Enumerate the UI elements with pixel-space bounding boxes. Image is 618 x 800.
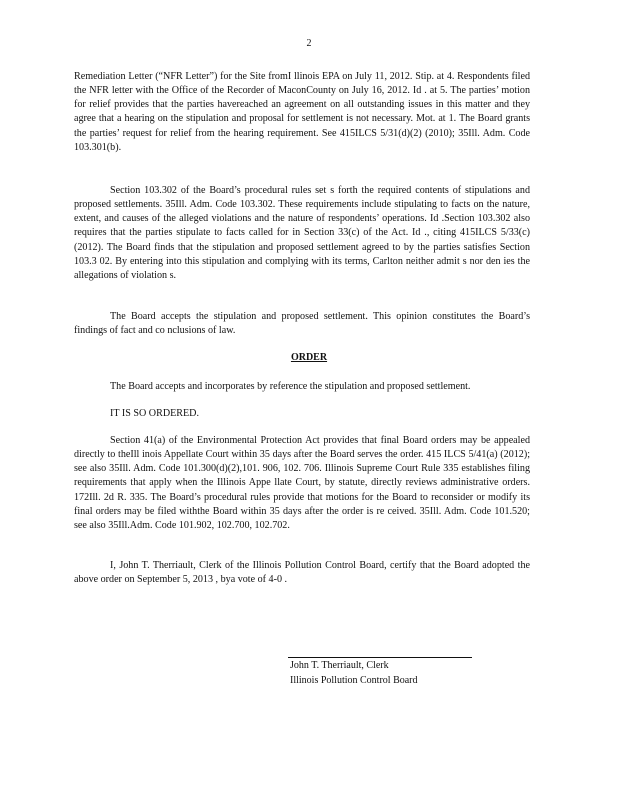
- signature-organization: Illinois Pollution Control Board: [290, 675, 418, 686]
- paragraph-section-103-302: Section 103.302 of the Board’s procedural rules set s forth the required contents of stipulations and proposed settlements. 35Ill. Adm. Code 103.302. These requirements include stipulating to facts on the nature, extent, and causes of the alleged violations and the nature of respondents’ operations. Id .Section 103.302 also requires that the parties stipulate to facts called for in Section 33(c) of the Act. Id ., citing 415ILCS 5/33(c) (2012). The Board finds that the stipulation and proposed settlement agreed to by the parties satisfies Section 103.3 02. By entering into this stipulation and complying with its terms, Carlton neither admit s nor den ies the allegations of violation s.: [74, 185, 530, 281]
- signature-name: John T. Therriault, Clerk: [290, 660, 389, 671]
- page-number: 2: [306, 38, 312, 49]
- paragraph-clerk-certification: I, John T. Therriault, Clerk of the Illinois Pollution Control Board, certify that the Board adopted the above order on September 5, 2013 , bya vote of 4-0 .: [74, 560, 530, 586]
- signature-line: [288, 657, 472, 658]
- paragraph-appeal-rights: Section 41(a) of the Environmental Protection Act provides that final Board orders may be appealed directly to theIll inois Appellate Court within 35 days after the Board serves the order. 415 ILCS 5/41(a) (2012); see also 35Ill. Adm. Code 101.300(d)(2),101. 906, 102. 706. Illinois Supreme Court Rule 335 establishes filing requirements that apply when the Illinois Appe llate Court, by statute, directly reviews administrative orders. 172Ill. 2d R. 335. The Board’s procedural rules provide that motions for the Board to reconsider or modify its final orders may be filed withthe Board within 35 days after the order is re ceived. 35Ill. Adm. Code 101.520; see also 35Ill.Adm. Code 101.902, 102.700, 102.702.: [74, 435, 530, 531]
- order-heading: ORDER: [290, 352, 328, 363]
- paragraph-so-ordered: IT IS SO ORDERED.: [110, 408, 199, 419]
- paragraph-incorporates: The Board accepts and incorporates by reference the stipulation and proposed settlement.: [110, 381, 471, 392]
- paragraph-nfr-letter: Remediation Letter (“NFR Letter”) for the Site fromI llinois EPA on July 11, 2012. Stip. at 4. Respondents filed the NFR letter with the Office of the Recorder of MaconCounty on July 16, 2012. Id . at 5. The parties’ motion for relief provides that the parties havereached an agreement on all outstanding issues in this matter and they agree that a hearing on the stipulation and proposal for settlement is not necessary. Mot. at 1. The Board grants the parties’ request for relief from the hearing requirement. See 415ILCS 5/31(d)(2) (2010); 35Ill. Adm. Code 103.301(b).: [74, 71, 530, 153]
- paragraph-board-accepts: The Board accepts the stipulation and proposed settlement. This opinion constitutes the Board’s findings of fact and co nclusions of law.: [74, 311, 530, 337]
